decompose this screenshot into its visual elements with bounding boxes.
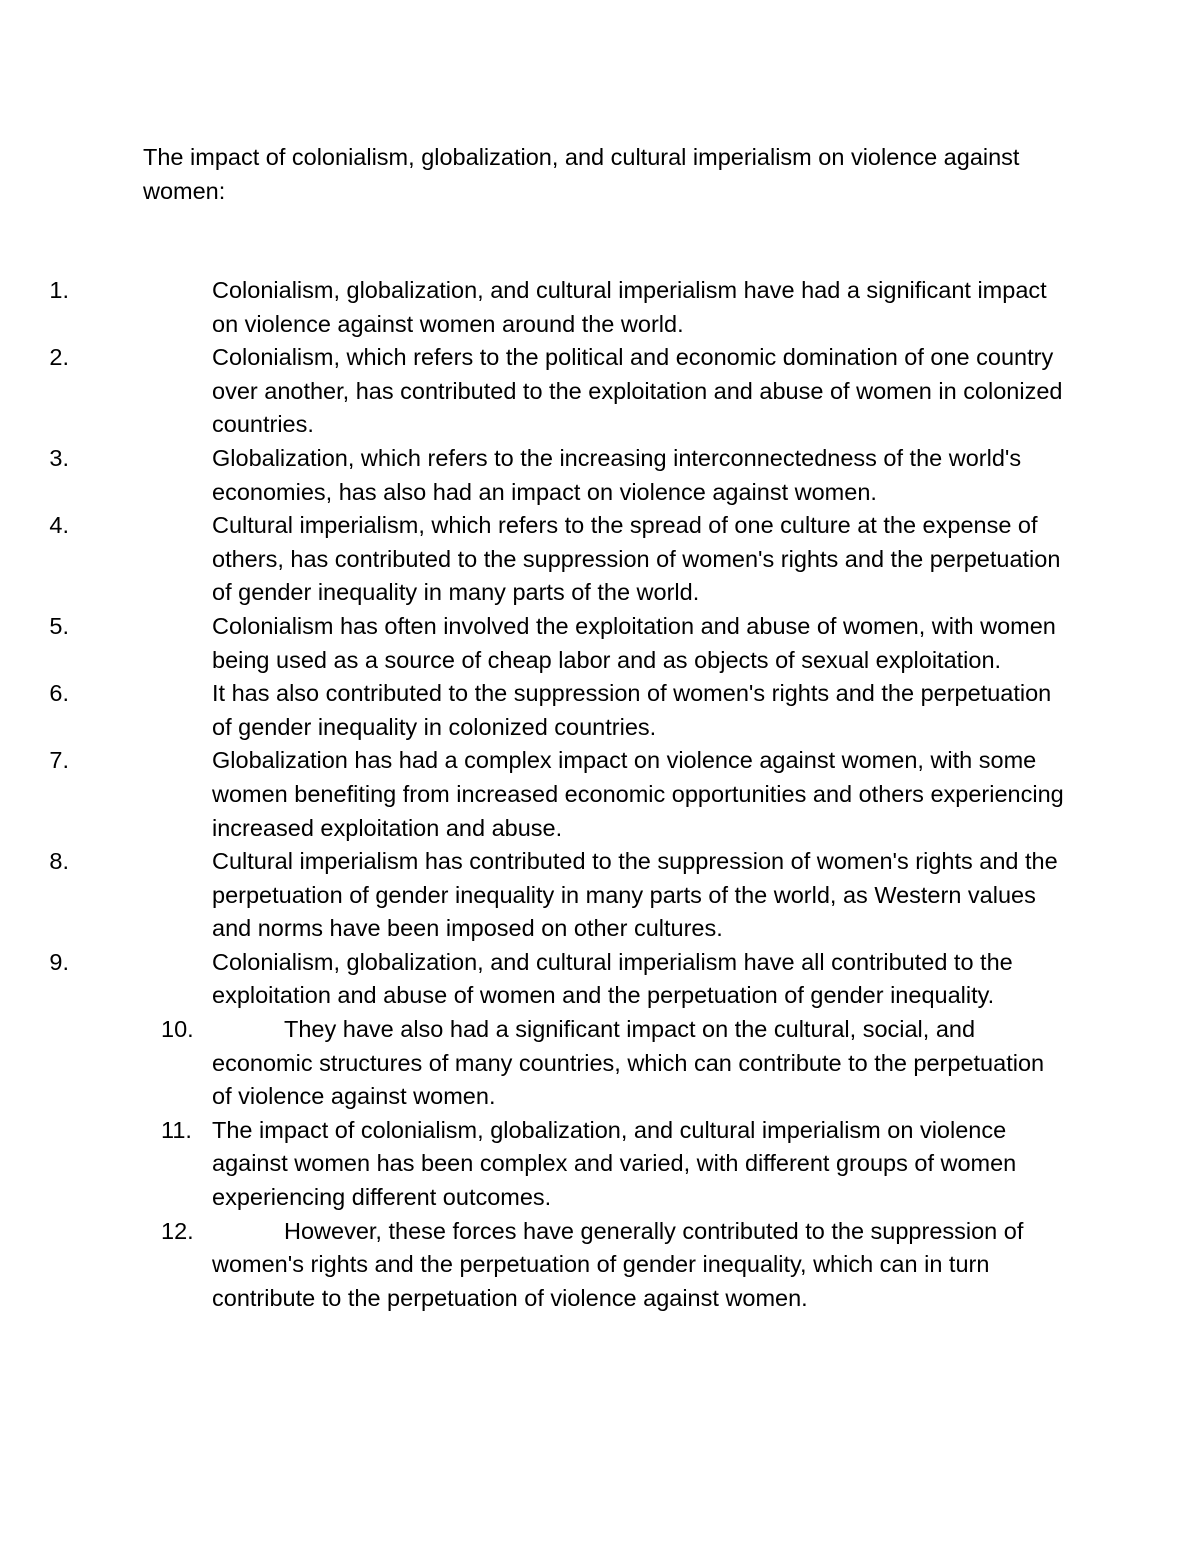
- list-item-text: Colonialism, which refers to the political and economic domination of one country over another, has contributed to the exploitation and abuse of women in colonized countries.: [212, 344, 1063, 438]
- list-item: [0, 442, 1064, 509]
- list-item-number: 7.: [49, 747, 69, 774]
- list-item: [0, 1114, 1064, 1215]
- list-item-number: 4.: [49, 512, 69, 539]
- list-item-text: However, these forces have generally contributed to the suppression of women's rights and the perpetuation of gender inequality, which can in turn contribute to the perpetuation of violence against women.: [212, 1217, 1024, 1311]
- list-item-text: They have also had a significant impact on the cultural, social, and economic structures of many countries, which can contribute to the perpetuation of violence against women.: [212, 1016, 1045, 1110]
- list-item-text: Colonialism has often involved the exploitation and abuse of women, with women being used as a source of cheap labor and as objects of sexual exploitation.: [212, 612, 1056, 673]
- list-item-text: It has also contributed to the suppression of women's rights and the perpetuation of gender inequality in colonized countries.: [212, 680, 1052, 740]
- list-item: [0, 274, 1064, 341]
- list-item: [0, 509, 1064, 610]
- list-item: [0, 677, 1064, 744]
- list-item-text: Colonialism, globalization, and cultural imperialism have had a significant impact on violence against women around the world.: [212, 277, 1047, 337]
- list-item-number: 10.: [161, 1016, 194, 1043]
- list-item: [0, 1215, 1064, 1316]
- list-item-text: Globalization, which refers to the increasing interconnectedness of the world's economies, has also had an impact on violence against women.: [212, 444, 1022, 505]
- list-item-number: 6.: [49, 680, 69, 707]
- list-item-text: Cultural imperialism has contributed to the suppression of women's rights and the perpetuation of gender inequality in many parts of the world, as Western values and norms have been imposed on other cultures.: [212, 848, 1058, 942]
- list-item-text: Colonialism, globalization, and cultural imperialism have all contributed to the exploitation and abuse of women and the perpetuation of gender inequality.: [212, 948, 1013, 1009]
- list-item: [0, 610, 1064, 677]
- list-item-number: 1.: [49, 277, 69, 303]
- list-item-number: 8.: [49, 848, 69, 875]
- list-item-text: Globalization has had a complex impact on violence against women, with some women benefiting from increased economic opportunities and others experiencing increased exploitation and abuse.: [212, 747, 1064, 841]
- list-item-number: 5.: [49, 612, 69, 639]
- list-item-number: 12.: [161, 1217, 194, 1244]
- list-item: [0, 845, 1064, 946]
- list-item: [0, 946, 1064, 1013]
- list-item-number: 2.: [49, 344, 69, 371]
- list-item-text: The impact of colonialism, globalization, and cultural imperialism on violence against women has been complex and varied, with different groups of women experiencing different outcomes.: [212, 1116, 1017, 1211]
- list-item: [0, 341, 1064, 442]
- list-item: [0, 1013, 1064, 1114]
- list-item-number: 9.: [49, 948, 69, 975]
- numbered-list: [0, 274, 1200, 1315]
- list-item-number: 11.: [161, 1116, 192, 1143]
- list-item: [0, 744, 1064, 845]
- document-title: The impact of colonialism, globalization, and cultural imperialism on violence against women:: [143, 144, 1020, 204]
- list-item-number: 3.: [49, 444, 69, 471]
- list-item-text: Cultural imperialism, which refers to the spread of one culture at the expense of others, has contributed to the suppression of women's rights and the perpetuation of gender inequality in many parts of the world.: [212, 512, 1061, 606]
